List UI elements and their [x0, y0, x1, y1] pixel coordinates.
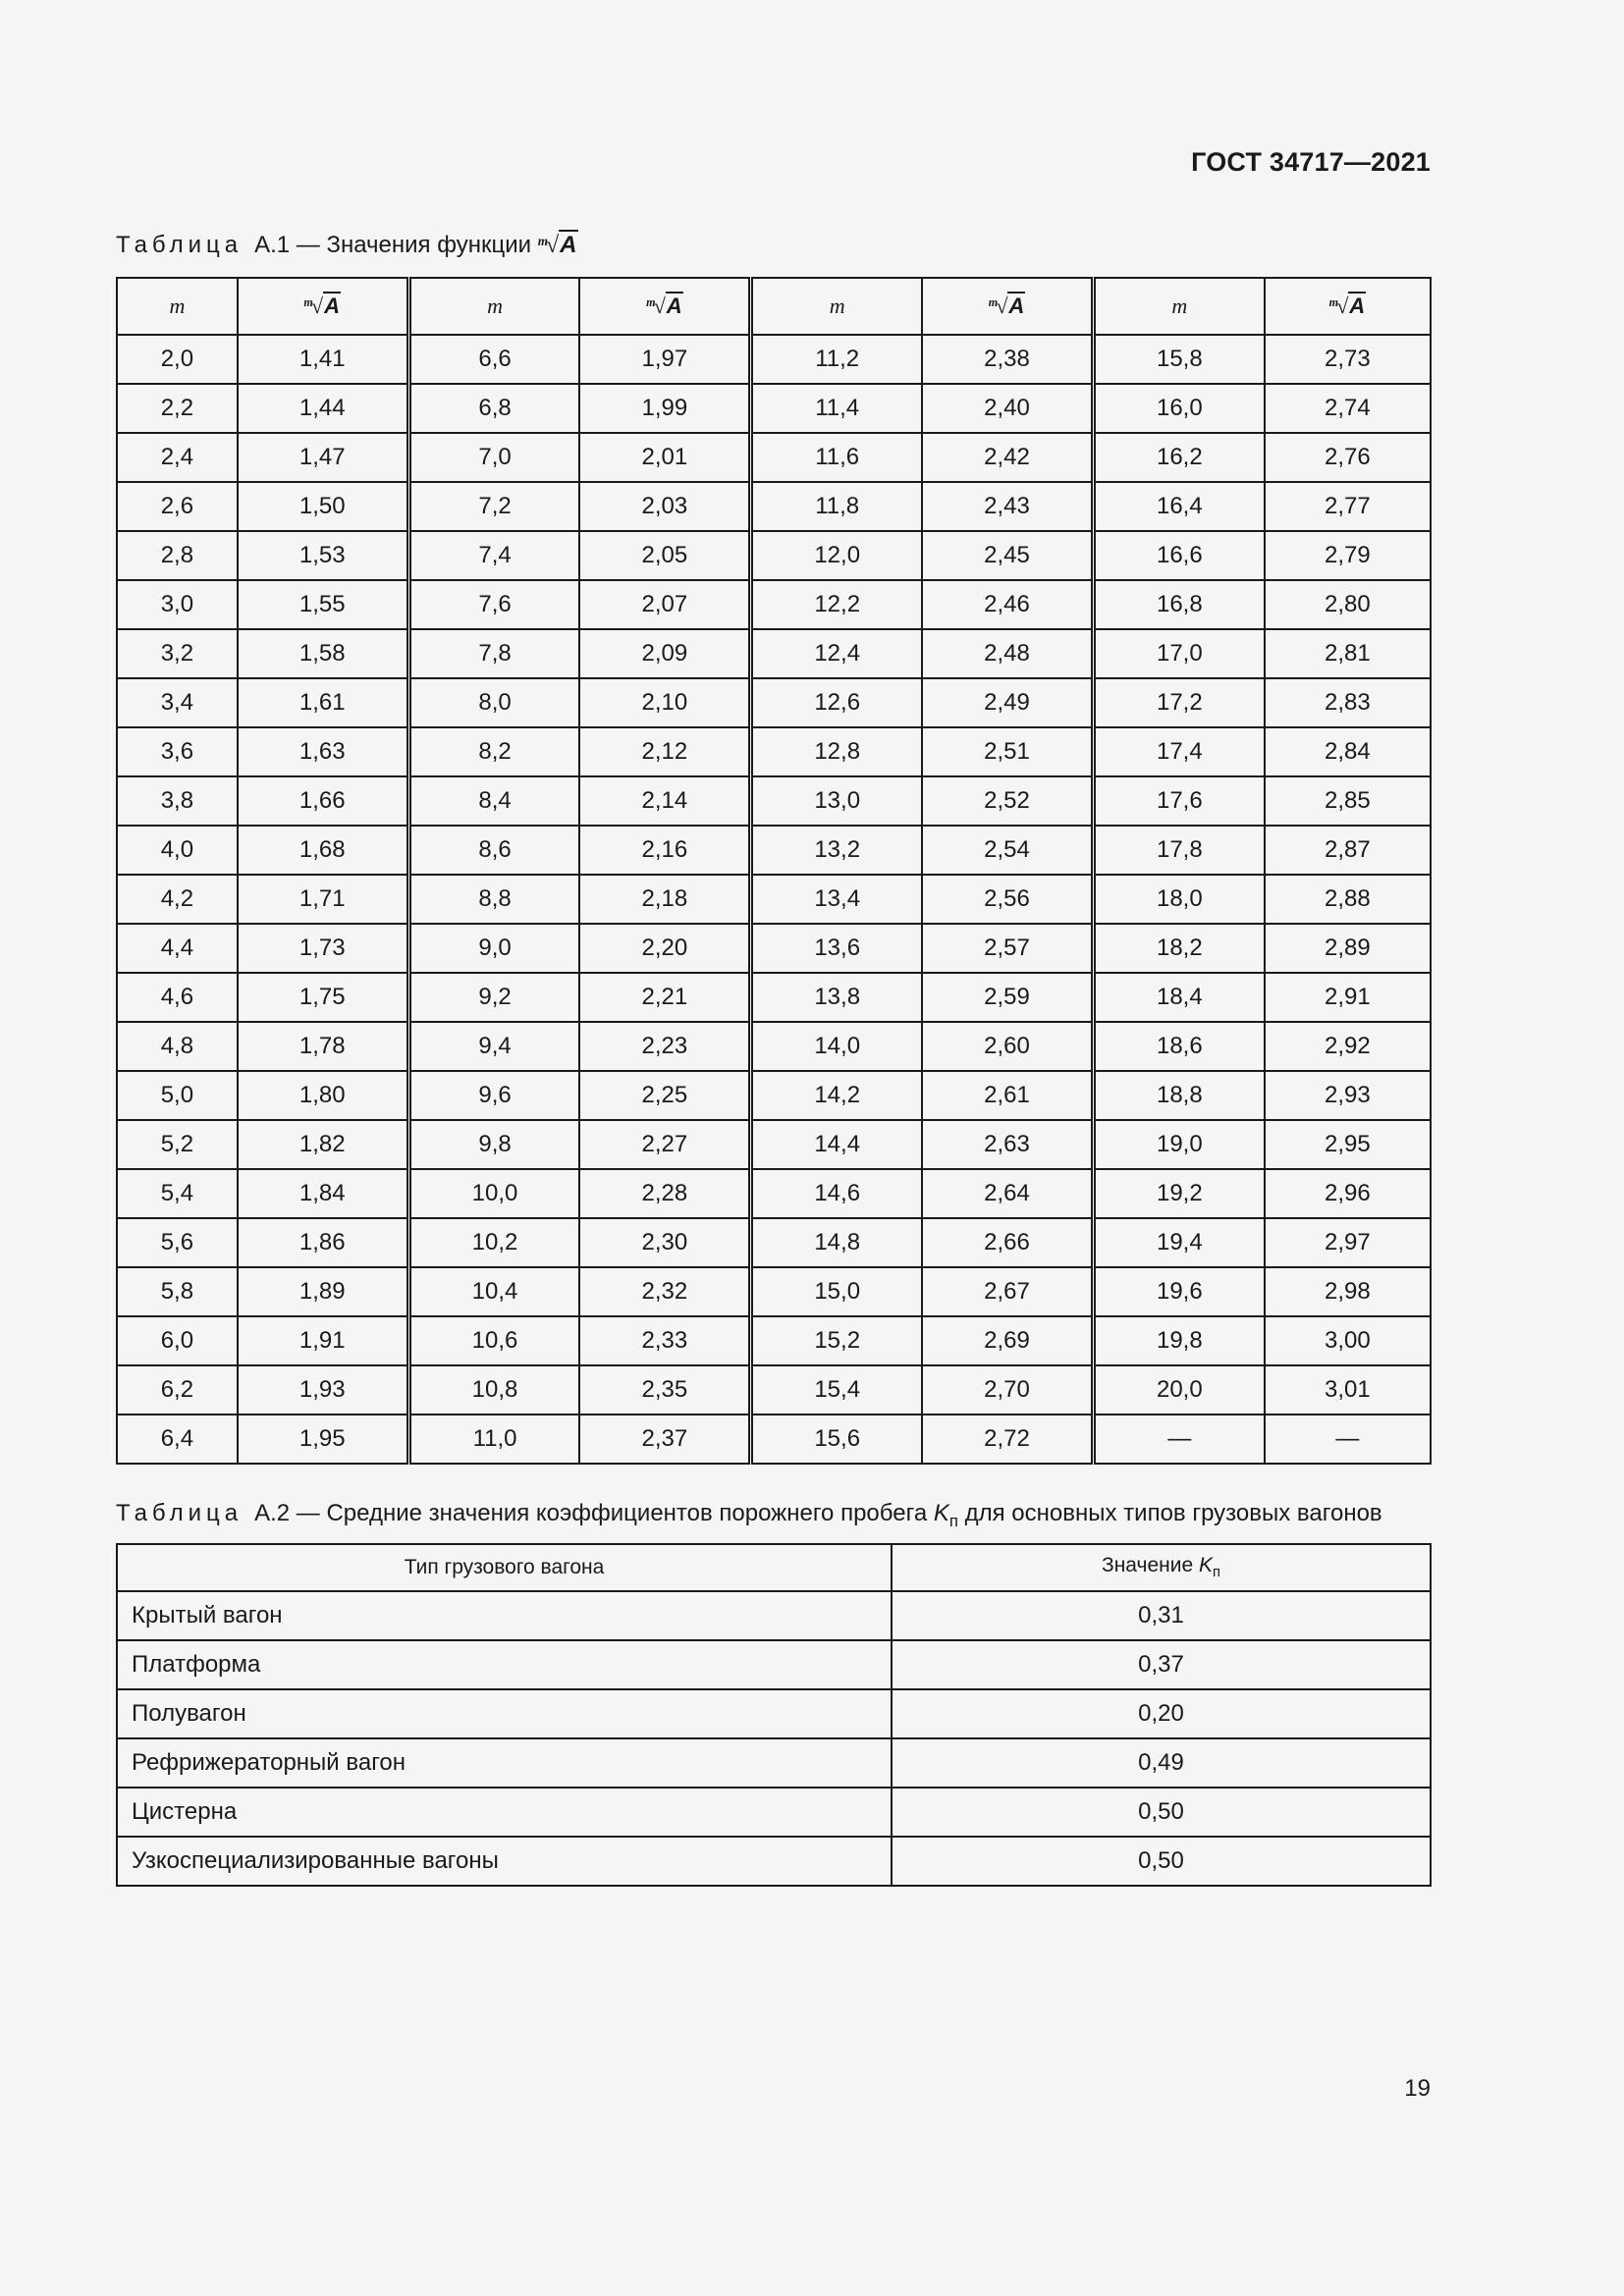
header-m: m: [408, 278, 579, 335]
cell-root-value: 2,01: [579, 433, 750, 482]
cell-m: 19,2: [1093, 1169, 1264, 1218]
cell-root-value: 2,03: [579, 482, 750, 531]
cell-wagon-type: Цистерна: [117, 1788, 892, 1837]
cell-root-value: 1,41: [238, 335, 408, 384]
cell-m: 3,4: [117, 678, 238, 727]
cell-m: 15,0: [751, 1267, 922, 1316]
cell-root-value: 2,96: [1265, 1169, 1431, 1218]
cell-root-value: 1,75: [238, 973, 408, 1022]
table-row: [117, 1267, 1431, 1316]
table2-caption-text: А.2 — Средние значения коэффициентов порожнего пробега: [254, 1500, 928, 1526]
cell-kp-value: 0,31: [892, 1591, 1431, 1640]
cell-m: 15,2: [751, 1316, 922, 1365]
cell-m: 4,6: [117, 973, 238, 1022]
header-wagon-type: Тип грузового вагона: [117, 1544, 892, 1591]
cell-m: 8,4: [408, 776, 579, 826]
cell-m: 4,0: [117, 826, 238, 875]
cell-root-value: 1,68: [238, 826, 408, 875]
empty-run-coefficients-table: [116, 1543, 1432, 1887]
page-number: 19: [1404, 2075, 1431, 2102]
table-row: [117, 580, 1431, 629]
cell-m: 11,6: [751, 433, 922, 482]
cell-root-value: 2,35: [579, 1365, 750, 1415]
table-row: [117, 1738, 1431, 1788]
cell-m: 11,8: [751, 482, 922, 531]
table-row: [117, 826, 1431, 875]
cell-m: 16,4: [1093, 482, 1264, 531]
cell-m: 19,6: [1093, 1267, 1264, 1316]
cell-root-value: 2,87: [1265, 826, 1431, 875]
table-row: [117, 1837, 1431, 1886]
cell-m: 14,2: [751, 1071, 922, 1120]
cell-m: 18,8: [1093, 1071, 1264, 1120]
table-row: [117, 875, 1431, 924]
cell-m: 7,6: [408, 580, 579, 629]
cell-m: 17,8: [1093, 826, 1264, 875]
cell-m: 12,2: [751, 580, 922, 629]
cell-m: 2,6: [117, 482, 238, 531]
cell-kp-value: 0,37: [892, 1640, 1431, 1689]
cell-root-value: 2,70: [922, 1365, 1093, 1415]
cell-m: 6,0: [117, 1316, 238, 1365]
cell-root-value: 2,95: [1265, 1120, 1431, 1169]
table-row: [117, 482, 1431, 531]
cell-root-value: 2,79: [1265, 531, 1431, 580]
cell-m: 14,0: [751, 1022, 922, 1071]
cell-m: 12,6: [751, 678, 922, 727]
cell-root-value: 3,00: [1265, 1316, 1431, 1365]
cell-m: 9,6: [408, 1071, 579, 1120]
cell-m: 7,8: [408, 629, 579, 678]
cell-root-value: 2,64: [922, 1169, 1093, 1218]
cell-root-value: 2,09: [579, 629, 750, 678]
cell-root-value: 2,63: [922, 1120, 1093, 1169]
cell-root-value: 2,12: [579, 727, 750, 776]
cell-m: 16,6: [1093, 531, 1264, 580]
table-row: [117, 776, 1431, 826]
cell-m: 15,8: [1093, 335, 1264, 384]
cell-root-value: 2,45: [922, 531, 1093, 580]
cell-m: 11,2: [751, 335, 922, 384]
cell-m: 13,0: [751, 776, 922, 826]
cell-root-value: 2,20: [579, 924, 750, 973]
cell-m: 18,4: [1093, 973, 1264, 1022]
cell-root-value: 1,63: [238, 727, 408, 776]
cell-m: 17,2: [1093, 678, 1264, 727]
cell-m: 8,6: [408, 826, 579, 875]
cell-root-value: 2,76: [1265, 433, 1431, 482]
cell-m: 11,4: [751, 384, 922, 433]
cell-root-value: 2,72: [922, 1415, 1093, 1464]
cell-m: 3,2: [117, 629, 238, 678]
cell-root-value: 2,37: [579, 1415, 750, 1464]
cell-root-value: 2,52: [922, 776, 1093, 826]
table-row: [117, 433, 1431, 482]
header-m: m: [1093, 278, 1264, 335]
cell-root-value: 2,92: [1265, 1022, 1431, 1071]
cell-m: 15,4: [751, 1365, 922, 1415]
cell-m: 3,6: [117, 727, 238, 776]
cell-m: 6,6: [408, 335, 579, 384]
table-row: [117, 1689, 1431, 1738]
cell-wagon-type: Узкоспециализированные вагоны: [117, 1837, 892, 1886]
table2-caption-prefix: Таблица: [116, 1500, 244, 1526]
cell-m: 2,0: [117, 335, 238, 384]
cell-root-value: 1,53: [238, 531, 408, 580]
header-m: m: [117, 278, 238, 335]
cell-root-value: 2,81: [1265, 629, 1431, 678]
cell-root-value: 2,38: [922, 335, 1093, 384]
cell-m: 7,0: [408, 433, 579, 482]
table1-header-row: [117, 278, 1431, 335]
table-row: [117, 1365, 1431, 1415]
cell-m: 6,4: [117, 1415, 238, 1464]
cell-root-value: 2,98: [1265, 1267, 1431, 1316]
cell-m: 5,4: [117, 1169, 238, 1218]
cell-root-value: 2,42: [922, 433, 1093, 482]
cell-m: 9,8: [408, 1120, 579, 1169]
table-row: [117, 1169, 1431, 1218]
cell-m: 14,6: [751, 1169, 922, 1218]
cell-wagon-type: Крытый вагон: [117, 1591, 892, 1640]
cell-root-value: 2,80: [1265, 580, 1431, 629]
cell-root-value: 2,60: [922, 1022, 1093, 1071]
table-row: [117, 1415, 1431, 1464]
cell-root-value: 2,23: [579, 1022, 750, 1071]
header-root: $^m$√A: [238, 278, 408, 335]
table-row: [117, 727, 1431, 776]
cell-root-value: 1,97: [579, 335, 750, 384]
cell-wagon-type: Рефрижераторный вагон: [117, 1738, 892, 1788]
header-root: $^m$√A: [922, 278, 1093, 335]
cell-root-value: 3,01: [1265, 1365, 1431, 1415]
table1-caption-text: А.1 — Значения функции: [254, 232, 532, 258]
cell-m: 10,8: [408, 1365, 579, 1415]
cell-m: 5,0: [117, 1071, 238, 1120]
header-kp-value: Значение $K_п$: [892, 1544, 1431, 1591]
table2-caption: [116, 1500, 1382, 1531]
cell-m: 14,8: [751, 1218, 922, 1267]
cell-m: 16,2: [1093, 433, 1264, 482]
cell-m: 7,4: [408, 531, 579, 580]
cell-root-value: 2,33: [579, 1316, 750, 1365]
cell-m: 14,4: [751, 1120, 922, 1169]
table-row: [117, 1071, 1431, 1120]
header-root: $^m$√A: [579, 278, 750, 335]
table1-caption-prefix: Таблица: [116, 232, 244, 258]
cell-root-value: 2,48: [922, 629, 1093, 678]
header-root: $^m$√A: [1265, 278, 1431, 335]
cell-root-value: 2,73: [1265, 335, 1431, 384]
cell-root-value: 2,05: [579, 531, 750, 580]
table-row: [117, 1640, 1431, 1689]
cell-m: 5,6: [117, 1218, 238, 1267]
cell-m: 2,8: [117, 531, 238, 580]
root-symbol: $^m$√A: [537, 232, 577, 258]
table-row: [117, 924, 1431, 973]
table-row: [117, 1316, 1431, 1365]
cell-root-value: 1,55: [238, 580, 408, 629]
cell-m: 19,0: [1093, 1120, 1264, 1169]
cell-root-value: —: [1265, 1415, 1431, 1464]
cell-root-value: 2,84: [1265, 727, 1431, 776]
cell-root-value: 1,93: [238, 1365, 408, 1415]
cell-root-value: 1,82: [238, 1120, 408, 1169]
cell-root-value: 1,61: [238, 678, 408, 727]
cell-m: 19,4: [1093, 1218, 1264, 1267]
table-row: [117, 384, 1431, 433]
cell-m: 5,8: [117, 1267, 238, 1316]
cell-root-value: 2,21: [579, 973, 750, 1022]
cell-root-value: 1,78: [238, 1022, 408, 1071]
cell-root-value: 2,25: [579, 1071, 750, 1120]
cell-m: 19,8: [1093, 1316, 1264, 1365]
cell-m: 10,6: [408, 1316, 579, 1365]
cell-root-value: 2,07: [579, 580, 750, 629]
table-row: [117, 531, 1431, 580]
cell-root-value: 1,66: [238, 776, 408, 826]
cell-m: 16,8: [1093, 580, 1264, 629]
kp-symbol: $K_п$: [933, 1500, 958, 1530]
document-code: ГОСТ 34717—2021: [1191, 147, 1431, 177]
cell-m: 4,2: [117, 875, 238, 924]
table1-caption: [116, 232, 578, 259]
cell-root-value: 2,77: [1265, 482, 1431, 531]
cell-root-value: 2,91: [1265, 973, 1431, 1022]
cell-m: 2,2: [117, 384, 238, 433]
cell-wagon-type: Платформа: [117, 1640, 892, 1689]
cell-m: 17,0: [1093, 629, 1264, 678]
cell-root-value: 2,59: [922, 973, 1093, 1022]
cell-root-value: 1,47: [238, 433, 408, 482]
cell-m: 8,8: [408, 875, 579, 924]
cell-root-value: 2,74: [1265, 384, 1431, 433]
table2-header-row: [117, 1544, 1431, 1591]
cell-root-value: 2,93: [1265, 1071, 1431, 1120]
cell-root-value: 1,91: [238, 1316, 408, 1365]
cell-root-value: 2,89: [1265, 924, 1431, 973]
cell-root-value: 1,89: [238, 1267, 408, 1316]
cell-kp-value: 0,50: [892, 1788, 1431, 1837]
cell-root-value: 2,57: [922, 924, 1093, 973]
cell-root-value: 2,61: [922, 1071, 1093, 1120]
cell-m: 16,0: [1093, 384, 1264, 433]
cell-root-value: 2,67: [922, 1267, 1093, 1316]
cell-m: 3,0: [117, 580, 238, 629]
cell-m: 10,2: [408, 1218, 579, 1267]
cell-m: 4,4: [117, 924, 238, 973]
cell-m: 18,0: [1093, 875, 1264, 924]
table2-caption-suffix: для основных типов грузовых вагонов: [964, 1500, 1382, 1526]
cell-m: 8,0: [408, 678, 579, 727]
cell-m: 9,2: [408, 973, 579, 1022]
cell-wagon-type: Полувагон: [117, 1689, 892, 1738]
table-row: [117, 1022, 1431, 1071]
cell-m: 7,2: [408, 482, 579, 531]
cell-root-value: 1,80: [238, 1071, 408, 1120]
cell-root-value: 1,73: [238, 924, 408, 973]
cell-m: 13,8: [751, 973, 922, 1022]
header-m: m: [751, 278, 922, 335]
cell-m: 20,0: [1093, 1365, 1264, 1415]
cell-root-value: 1,99: [579, 384, 750, 433]
cell-m: 17,6: [1093, 776, 1264, 826]
cell-root-value: 2,43: [922, 482, 1093, 531]
cell-root-value: 1,50: [238, 482, 408, 531]
cell-root-value: 1,95: [238, 1415, 408, 1464]
cell-root-value: 2,85: [1265, 776, 1431, 826]
cell-kp-value: 0,49: [892, 1738, 1431, 1788]
cell-root-value: 2,51: [922, 727, 1093, 776]
cell-root-value: 2,66: [922, 1218, 1093, 1267]
cell-root-value: 1,58: [238, 629, 408, 678]
cell-root-value: 1,44: [238, 384, 408, 433]
cell-root-value: 2,56: [922, 875, 1093, 924]
cell-m: 8,2: [408, 727, 579, 776]
cell-m: 13,4: [751, 875, 922, 924]
cell-root-value: 2,97: [1265, 1218, 1431, 1267]
cell-root-value: 2,83: [1265, 678, 1431, 727]
cell-m: 12,4: [751, 629, 922, 678]
root-values-table: [116, 277, 1432, 1465]
cell-m: 9,0: [408, 924, 579, 973]
cell-root-value: 2,16: [579, 826, 750, 875]
cell-root-value: 2,40: [922, 384, 1093, 433]
table-row: [117, 678, 1431, 727]
cell-root-value: 2,30: [579, 1218, 750, 1267]
cell-root-value: 2,10: [579, 678, 750, 727]
cell-m: 10,0: [408, 1169, 579, 1218]
table-row: [117, 1120, 1431, 1169]
cell-m: 12,0: [751, 531, 922, 580]
cell-root-value: 2,46: [922, 580, 1093, 629]
cell-root-value: 2,69: [922, 1316, 1093, 1365]
cell-kp-value: 0,20: [892, 1689, 1431, 1738]
cell-m: 18,6: [1093, 1022, 1264, 1071]
table-row: [117, 629, 1431, 678]
cell-root-value: 2,28: [579, 1169, 750, 1218]
cell-m: 3,8: [117, 776, 238, 826]
cell-root-value: 1,71: [238, 875, 408, 924]
cell-root-value: 2,49: [922, 678, 1093, 727]
cell-m: 18,2: [1093, 924, 1264, 973]
cell-m: 17,4: [1093, 727, 1264, 776]
cell-m: 6,2: [117, 1365, 238, 1415]
cell-m: 15,6: [751, 1415, 922, 1464]
cell-root-value: 2,18: [579, 875, 750, 924]
table-row: [117, 973, 1431, 1022]
table-row: [117, 335, 1431, 384]
cell-m: 13,6: [751, 924, 922, 973]
cell-m: 2,4: [117, 433, 238, 482]
cell-root-value: 2,88: [1265, 875, 1431, 924]
table-row: [117, 1788, 1431, 1837]
cell-m: 4,8: [117, 1022, 238, 1071]
table-row: [117, 1591, 1431, 1640]
cell-m: 13,2: [751, 826, 922, 875]
cell-root-value: 2,27: [579, 1120, 750, 1169]
cell-m: 5,2: [117, 1120, 238, 1169]
cell-root-value: 1,84: [238, 1169, 408, 1218]
cell-kp-value: 0,50: [892, 1837, 1431, 1886]
cell-m: 11,0: [408, 1415, 579, 1464]
cell-m: 6,8: [408, 384, 579, 433]
cell-m: —: [1093, 1415, 1264, 1464]
cell-root-value: 1,86: [238, 1218, 408, 1267]
cell-m: 9,4: [408, 1022, 579, 1071]
table-row: [117, 1218, 1431, 1267]
cell-m: 10,4: [408, 1267, 579, 1316]
cell-root-value: 2,14: [579, 776, 750, 826]
cell-root-value: 2,32: [579, 1267, 750, 1316]
cell-m: 12,8: [751, 727, 922, 776]
cell-root-value: 2,54: [922, 826, 1093, 875]
